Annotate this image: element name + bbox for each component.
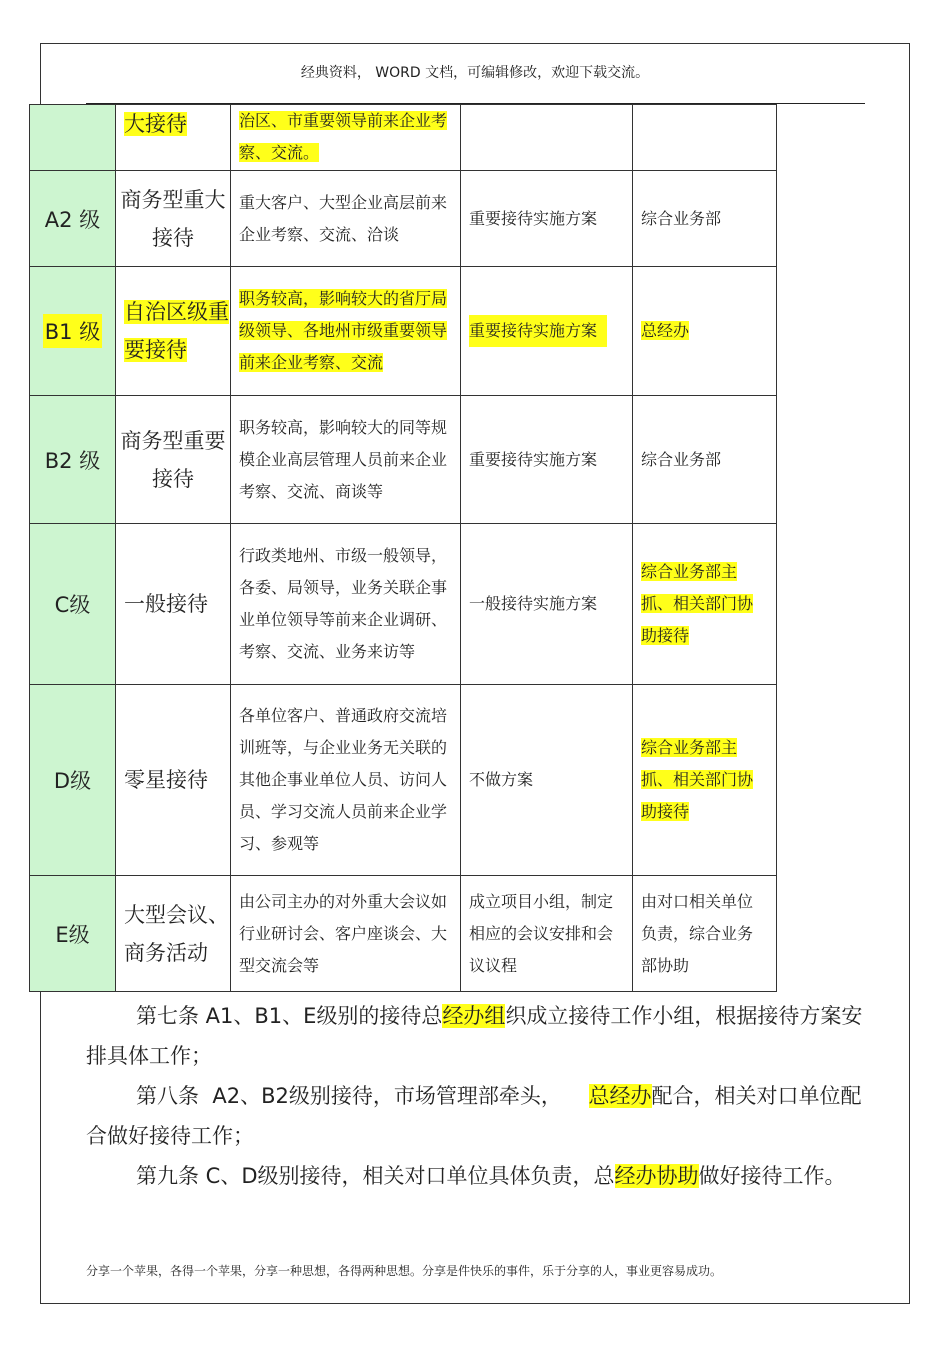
name-cell: 大型会议、商务活动 (116, 876, 231, 992)
article-7: 第七条 A1、B1、E级别的接待总经办组织成立接待工作小组，根据接待方案安排具体工作； (86, 1004, 863, 1068)
plan-cell: 成立项目小组，制定相应的会议安排和会议议程 (461, 876, 633, 992)
page-header: 经典资料， WORD 文档，可编辑修改，欢迎下载交流。 (300, 65, 650, 81)
table-row (30, 524, 777, 685)
plan-cell: 一般接待实施方案 (461, 524, 633, 685)
reception-level-table (29, 104, 777, 992)
table-row (30, 171, 777, 267)
resp-cell: 综合业务部 (633, 396, 777, 524)
level-cell: B2 级 (30, 396, 116, 524)
article-9: 第九条 C、D级别接待，相关对口单位具体负责，总经办协助做好接待工作。 (136, 1164, 846, 1188)
article-8: 第八条 A2、B2级别接待，市场管理部牵头， 总经办配合，相关对口单位配合做好接待工作； (86, 1084, 862, 1148)
plan-cell: 不做方案 (461, 685, 633, 876)
resp-cell (633, 105, 777, 171)
table-row (30, 685, 777, 876)
plan-cell: 重要接待实施方案 (461, 396, 633, 524)
plan-cell: 重要接待实施方案 (461, 171, 633, 267)
plan-cell (461, 105, 633, 171)
name-cell: 自治区级重要接待 (116, 267, 231, 396)
name-cell: 一般接待 (116, 524, 231, 685)
desc-cell: 重大客户、大型企业高层前来企业考察、交流、洽谈 (231, 171, 461, 267)
plan-cell: 重要接待实施方案 (461, 267, 633, 396)
page-footer: 分享一个苹果，各得一个苹果，分享一种思想，各得两种思想。分享是件快乐的事件，乐于分享的人，事业更容易成功。 (86, 1264, 723, 1278)
level-cell: B1 级 (30, 267, 116, 396)
table-row (30, 876, 777, 992)
name-cell: 零星接待 (116, 685, 231, 876)
level-cell: D级 (30, 685, 116, 876)
resp-cell: 总经办 (633, 267, 777, 396)
level-cell: E级 (30, 876, 116, 992)
resp-cell: 综合业务部主抓、相关部门协助接待 (633, 685, 777, 876)
table-row (30, 105, 777, 171)
desc-cell: 各单位客户、普通政府交流培训班等，与企业业务无关联的其他企事业单位人员、访问人员、学习交流人员前来企业学习、参观等 (231, 685, 461, 876)
level-cell: C级 (30, 524, 116, 685)
resp-cell: 综合业务部 (633, 171, 777, 267)
desc-cell: 由公司主办的对外重大会议如行业研讨会、客户座谈会、大型交流会等 (231, 876, 461, 992)
resp-cell: 由对口相关单位负责，综合业务部协助 (633, 876, 777, 992)
table-row (30, 267, 777, 396)
desc-cell: 治区、市重要领导前来企业考察、交流。 (231, 105, 461, 171)
resp-cell: 综合业务部主抓、相关部门协助接待 (633, 524, 777, 685)
table-row (30, 396, 777, 524)
desc-cell: 职务较高，影响较大的省厅局级领导、各地州市级重要领导前来企业考察、交流 (231, 267, 461, 396)
level-cell: A2 级 (30, 171, 116, 267)
desc-cell: 行政类地州、市级一般领导，各委、局领导，业务关联企事业单位领导等前来企业调研、考察、交流、业务来访等 (231, 524, 461, 685)
name-cell: 商务型重要接待 (116, 396, 231, 524)
name-cell: 商务型重大接待 (116, 171, 231, 267)
desc-cell: 职务较高，影响较大的同等规模企业高层管理人员前来企业考察、交流、商谈等 (231, 396, 461, 524)
level-cell (30, 105, 116, 171)
name-cell: 大接待 (116, 105, 231, 171)
